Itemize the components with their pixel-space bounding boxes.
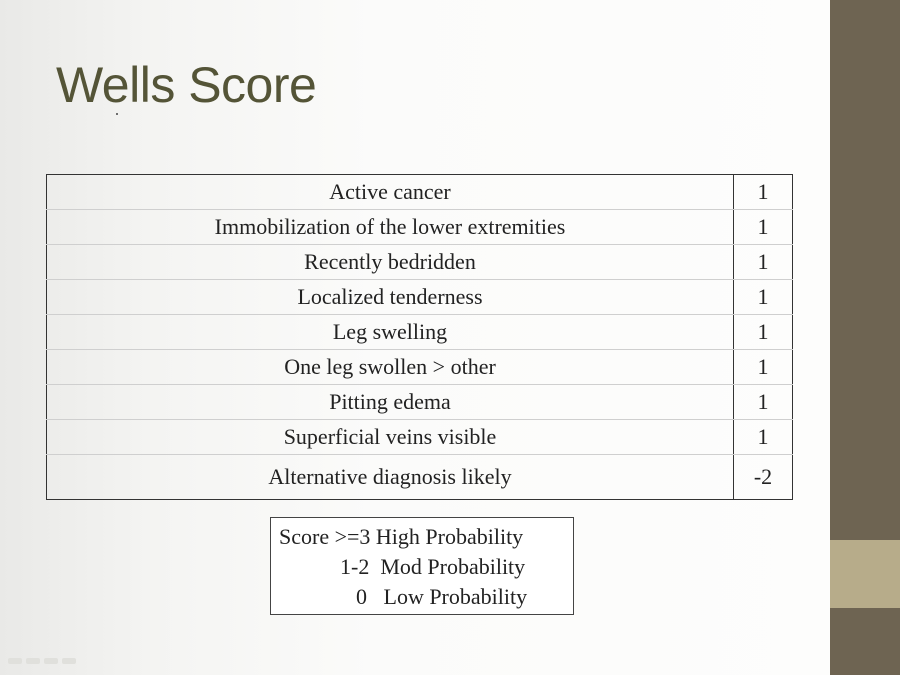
criterion-label: Recently bedridden [47,245,734,280]
criterion-label: Leg swelling [47,315,734,350]
wells-criteria-table [46,174,793,500]
cursor-dot [116,113,118,115]
table-row [47,420,793,455]
criterion-label: Superficial veins visible [47,420,734,455]
criterion-label: Immobilization of the lower extremities [47,210,734,245]
table-row [47,210,793,245]
slide-menu-control[interactable] [44,658,58,664]
criterion-points: 1 [734,420,793,455]
table-row [47,280,793,315]
interpretation-high: Score >=3 High Probability [279,524,524,549]
table-row [47,350,793,385]
criterion-points: -2 [734,455,793,500]
table-row [47,245,793,280]
interpretation-moderate: 1-2 Mod Probability [340,554,526,579]
criterion-label: Alternative diagnosis likely [268,464,512,489]
next-slide-control[interactable] [62,658,76,664]
criterion-label: Pitting edema [47,385,734,420]
criterion-points: 1 [734,280,793,315]
pen-tool-control[interactable] [26,658,40,664]
criterion-label: Localized tenderness [47,280,734,315]
criterion-points: 1 [734,385,793,420]
criterion-points: 1 [734,350,793,385]
table-row [47,385,793,420]
criterion-label: Active cancer [47,175,734,210]
prev-slide-control[interactable] [8,658,22,664]
interpretation-low: 0 Low Probability [356,584,528,609]
table-row [47,315,793,350]
slide-title: Wells Score [56,57,317,113]
score-interpretation-box [270,517,574,615]
slide-sidebar-accent [830,540,900,608]
criterion-points: 1 [734,175,793,210]
criterion-points: 1 [734,210,793,245]
criterion-points: 1 [734,245,793,280]
criterion-label: One leg swollen > other [47,350,734,385]
table-row [47,175,793,210]
table-row [47,455,793,500]
criterion-points: 1 [734,315,793,350]
